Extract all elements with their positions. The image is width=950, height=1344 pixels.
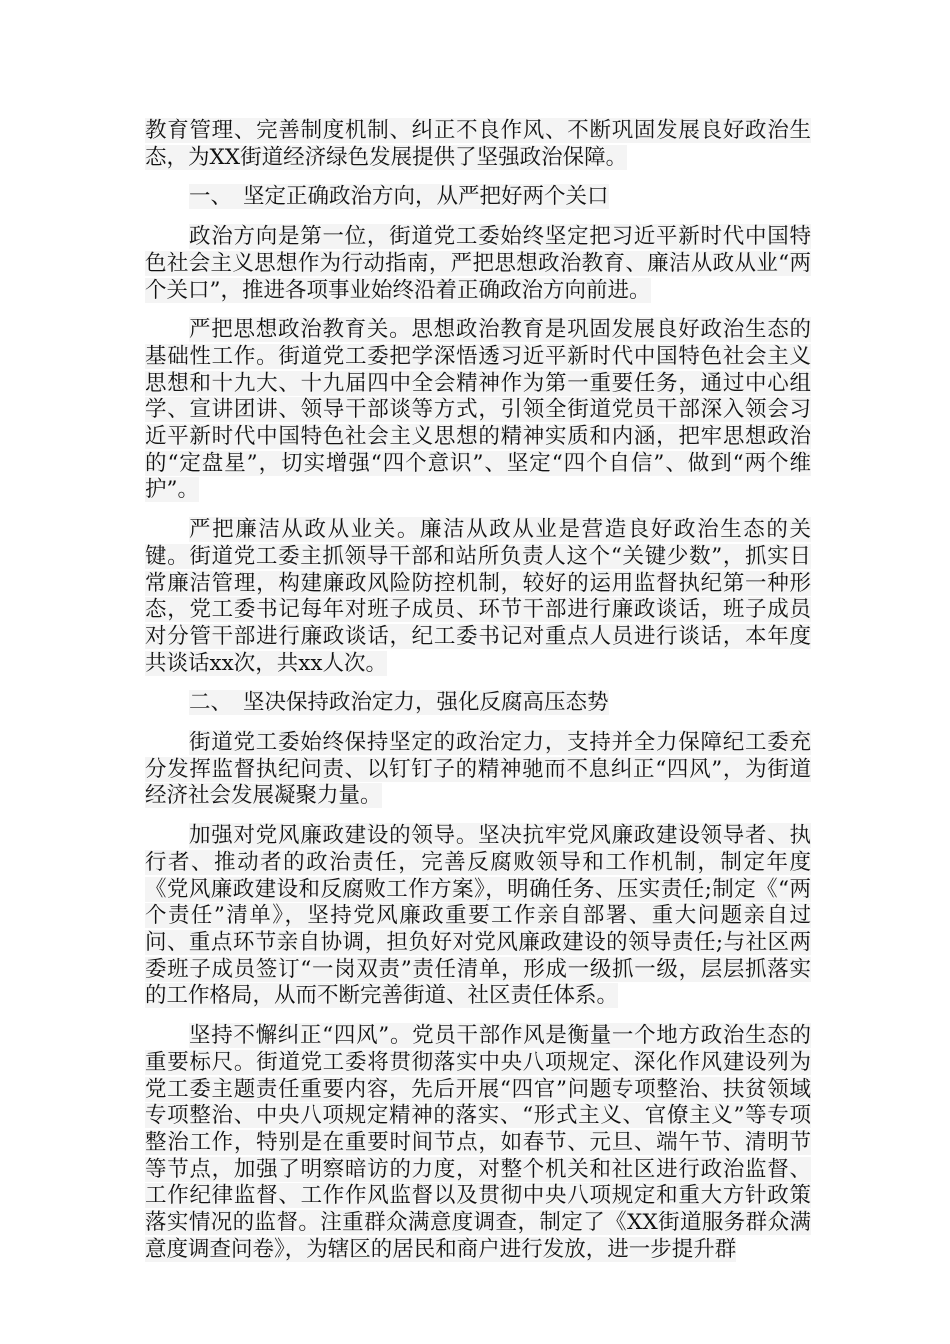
section-number: 一、	[189, 184, 233, 210]
paragraph-text: 严把思想政治教育关。思想政治教育是巩固发展良好政治生态的基础性工作。街道党工委把学深悟透习近平新时代中国特色社会主义思想和十九大、十九届四中全会精神作为第一重要任务，通过中心组学、宣讲团讲、领导干部谈等方式，引领全街道党员干部深入领会习近平新时代中国特色社会主义思想的精神实质和内涵，把牢思想政治的“定盘星”，切实增强“四个意识”、坚定“四个自信”、做到“两个维护”。	[145, 317, 811, 503]
paragraph-text: 政治方向是第一位，街道党工委始终坚定把习近平新时代中国特色社会主义思想作为行动指南，严把思想政治教育、廉洁从政从业“两个关口”，推进各项事业始终沿着正确政治方向前进。	[145, 224, 811, 303]
body-paragraph	[145, 224, 811, 304]
paragraph-text: 教育管理、完善制度机制、纠正不良作风、不断巩固发展良好政治生态，为XX街道经济绿色发展提供了坚强政治保障。	[145, 118, 811, 170]
continuation-paragraph	[145, 118, 811, 171]
paragraph-text: 加强对党风廉政建设的领导。坚决抗牢党风廉政建设领导者、执行者、推动者的政治责任，完善反腐败领导和工作机制，制定年度《党风廉政建设和反腐败工作方案》，明确任务、压实责任;制定《“两个责任”清单》，坚持党风廉政重要工作亲自部署、重大问题亲自过问、重点环节亲自协调，担负好对党风廉政建设的领导责任;与社区两委班子成员签订“一岗双责”责任清单，形成一级抓一级，层层抓落实的工作格局，从而不断完善街道、社区责任体系。	[145, 823, 811, 1009]
body-paragraph	[145, 730, 811, 810]
heading-highlight	[189, 690, 609, 715]
body-paragraph	[145, 317, 811, 504]
section-title: 坚定正确政治方向，从严把好两个关口	[243, 184, 609, 210]
body-paragraph	[145, 1023, 811, 1263]
document-body	[145, 118, 811, 1276]
section-number: 二、	[189, 690, 233, 716]
body-paragraph	[145, 823, 811, 1010]
section-heading-1	[145, 184, 811, 211]
section-title: 坚决保持政治定力，强化反腐高压态势	[243, 690, 609, 716]
paragraph-text: 坚持不懈纠正“四风”。党员干部作风是衡量一个地方政治生态的重要标尺。街道党工委将贯彻落实中央八项规定、深化作风建设列为党工委主题责任重要内容，先后开展“四官”问题专项整治、扶贫领域专项整治、中央八项规定精神的落实、“形式主义、官僚主义”等专项整治工作，特别是在重要时间节点，如春节、元旦、端午节、清明节等节点，加强了明察暗访的力度，对整个机关和社区进行政治监督、工作纪律监督、工作作风监督以及贯彻中央八项规定和重大方针政策落实情况的监督。注重群众满意度调查，制定了《XX街道服务群众满意度调查问卷》，为辖区的居民和商户进行发放，进一步提升群	[145, 1023, 811, 1262]
paragraph-text: 严把廉洁从政从业关。廉洁从政从业是营造良好政治生态的关键。街道党工委主抓领导干部和站所负责人这个“关键少数”，抓实日常廉洁管理，构建廉政风险防控机制，较好的运用监督执纪第一种形态，党工委书记每年对班子成员、环节干部进行廉政谈话，班子成员对分管干部进行廉政谈话，纪工委书记对重点人员进行谈话，本年度共谈话xx次，共xx人次。	[145, 517, 811, 676]
heading-highlight	[189, 184, 609, 209]
body-paragraph	[145, 517, 811, 677]
section-heading-2	[145, 690, 811, 717]
paragraph-text: 街道党工委始终保持坚定的政治定力，支持并全力保障纪工委充分发挥监督执纪问责、以钉钉子的精神驰而不息纠正“四风”，为街道经济社会发展凝聚力量。	[145, 730, 811, 809]
